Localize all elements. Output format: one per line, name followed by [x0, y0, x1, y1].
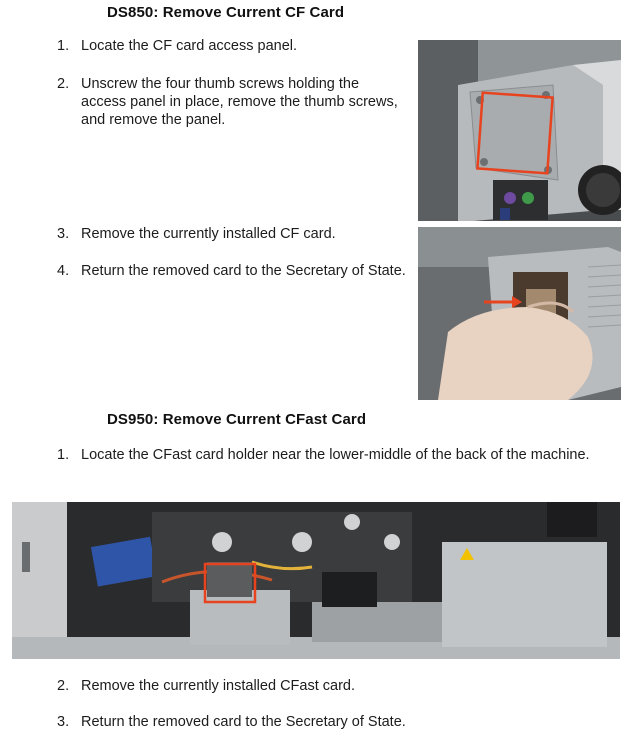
step-number: 2. [57, 678, 70, 694]
step-text: Remove the currently installed CFast card. [81, 678, 355, 694]
step-number: 3. [57, 226, 70, 242]
step-number: 3. [57, 714, 70, 730]
step-number: 2. [57, 76, 70, 92]
step-text: Locate the CFast card holder near the lower-middle of the back of the machine. [81, 447, 590, 463]
ds950-machine-photo [12, 502, 620, 659]
cf-access-panel-photo [418, 40, 621, 221]
step-text: Return the removed card to the Secretary of State. [81, 263, 406, 279]
step-number: 4. [57, 263, 70, 279]
ds950-heading: DS950: Remove Current CFast Card [107, 411, 367, 428]
step-text: Locate the CF card access panel. [81, 38, 298, 54]
step-text: Unscrew the four thumb screws holding the access panel in place, remove the thumb screws, and remove the panel. [81, 76, 398, 128]
step-number: 1. [57, 38, 70, 54]
step-number: 1. [57, 447, 70, 463]
cf-card-removal-photo [418, 227, 621, 400]
step-text: Remove the currently installed CF card. [81, 226, 336, 242]
ds850-heading: DS850: Remove Current CF Card [107, 4, 345, 21]
step-text: Return the removed card to the Secretary of State. [81, 714, 406, 730]
